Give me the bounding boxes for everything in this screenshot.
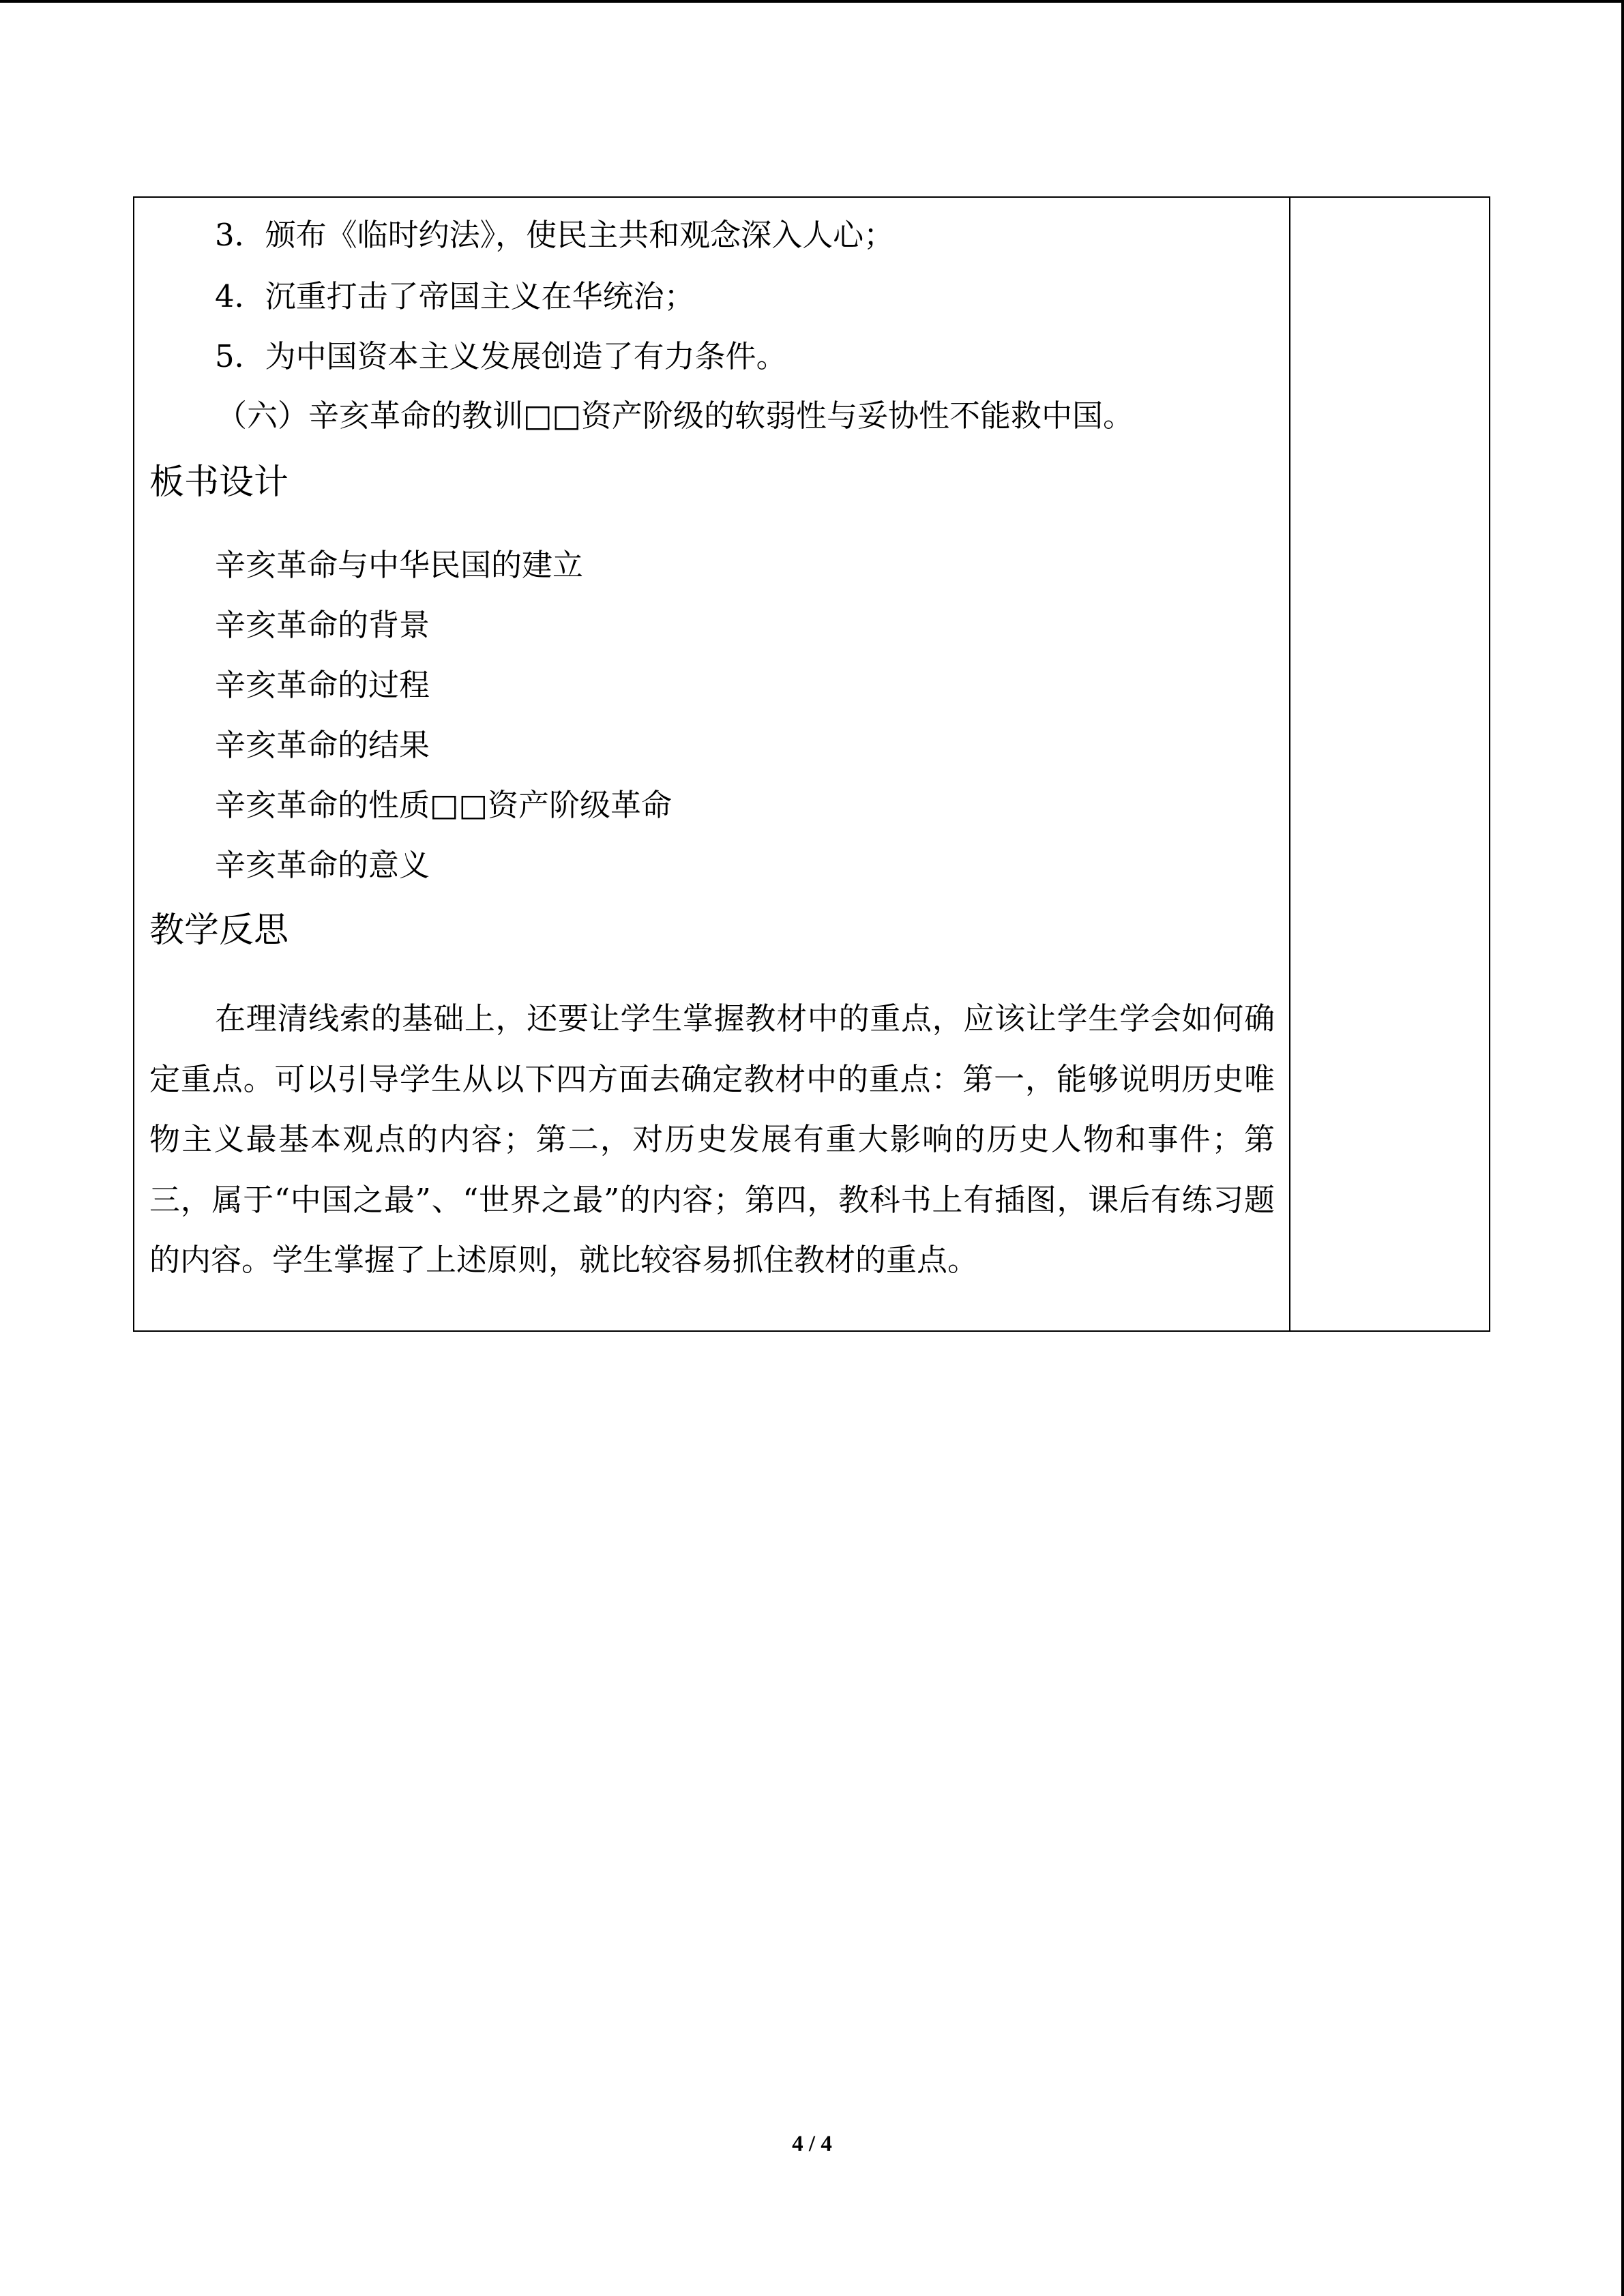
item-line-3: 3．颁布《临时约法》，使民主共和观念深入人心； [215, 217, 895, 253]
page-border-right [1621, 0, 1624, 2296]
board-line: 辛亥革命的结果 [215, 727, 430, 763]
board-line: 辛亥革命的过程 [215, 667, 430, 703]
item-line-5: 5．为中国资本主义发展创造了有力条件。 [215, 338, 787, 374]
page-number: 4 / 4 [792, 2132, 832, 2156]
board-line: 辛亥革命的意义 [215, 847, 430, 883]
board-line: 辛亥革命的性质□□资产阶级革命 [215, 787, 673, 823]
board-line: 辛亥革命与中华民国的建立 [215, 547, 584, 583]
board-line: 辛亥革命的背景 [215, 607, 430, 643]
board-design-heading: 板书设计 [149, 462, 289, 503]
page-border-top [0, 0, 1624, 3]
item-line-4: 4．沉重打击了帝国主义在华统治； [215, 278, 695, 314]
reflection-heading: 教学反思 [149, 910, 289, 951]
main-content-cell [134, 198, 1289, 1330]
lesson-table [133, 196, 1490, 1332]
reflection-paragraph: 在理清线索的基础上，还要让学生掌握教材中的重点，应该让学生学会如何确定重点。可以引导学生从以下四方面去确定教材中的重点：第一，能够说明历史唯物主义最基本观点的内容；第二，对历史发展有重大影响的历史人物和事件；第三，属于“中国之最”、“世界之最”的内容；第四，教科书上有插图，课后有练习题的内容。学生掌握了上述原则，就比较容易抓住教材的重点。 [149, 1000, 1275, 1278]
column-divider [1289, 198, 1290, 1330]
item-lesson-6: （六）辛亥革命的教训□□资产阶级的软弱性与妥协性不能救中国。 [216, 398, 1134, 434]
